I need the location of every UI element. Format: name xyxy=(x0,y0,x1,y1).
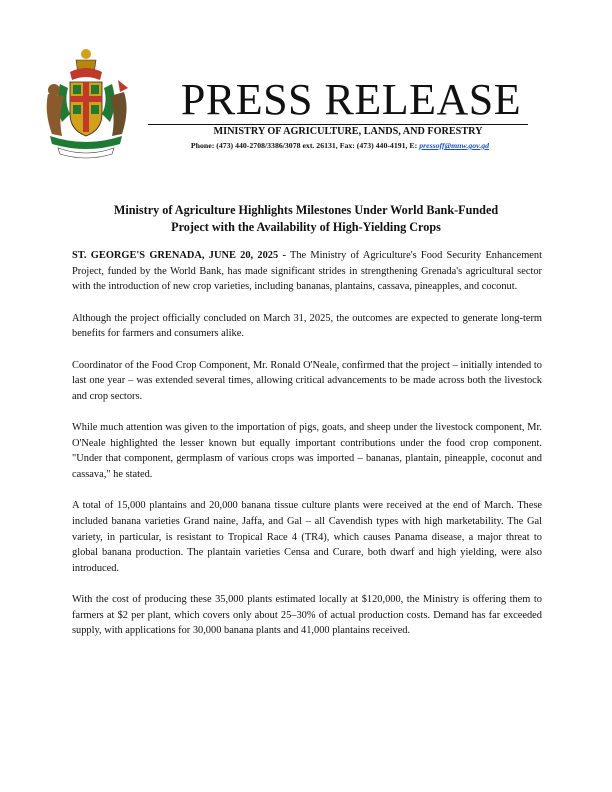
contact-phone-fax: Phone: (473) 440-2708/3386/3078 ext. 26131, Fax: (473) 440-4191, E: xyxy=(190,141,418,150)
paragraph-1 xyxy=(72,248,542,295)
ministry-name: MINISTRY OF AGRICULTURE, LANDS, AND FORESTRY xyxy=(213,126,483,137)
paragraph-5: A total of 15,000 plantains and 20,000 banana tissue culture plants were received at the end of March. These included banana varieties Grand naine, Jaffa, and Gal – all Cavendish types with high marketability. The Gal variety, in particular, is resistant to Tropical Race 4 (TR4), which causes Panama disease, a major threat to global banana production. The plantain varieties Censa and Curare, both dwarf and high yielding, were also introduced. xyxy=(72,500,542,574)
paragraph-4: While much attention was given to the importation of pigs, goats, and sheep under the livestock component, Mr. O'Neale highlighted the lesser known but equally important contributions under the food crop component. "Under that component, germplasm of various crops was imported – bananas, plantain, pineapple, coconut and cassava," he stated. xyxy=(72,422,542,480)
paragraph-3: Coordinator of the Food Crop Component, Mr. Ronald O'Neale, confirmed that the project – initially intended to last one year – was extended several times, allowing critical advancements to be made across both the livestock and crop sectors. xyxy=(72,359,542,402)
contact-line xyxy=(150,142,530,150)
email-link[interactable]: pressoff@mnw.gov.gd xyxy=(419,141,490,150)
header-divider xyxy=(148,124,528,125)
headline-line-1: Ministry of Agriculture Highlights Milestones Under World Bank-Funded xyxy=(113,203,499,217)
paragraph-6: With the cost of producing these 35,000 plants estimated locally at $120,000, the Ministry is offering them to farmers at $2 per plant, which covers only about 25–30% of actual production costs. Demand has far exceeded supply, with applications for 30,000 banana plants and 41,000 plantains received. xyxy=(72,594,542,637)
article-body xyxy=(72,248,542,655)
paragraph-2: Although the project officially concluded on March 31, 2025, the outcomes are expected to generate long-term benefits for farmers and consumers alike. xyxy=(72,312,542,340)
headline-line-2: Project with the Availability of High-Yielding Crops xyxy=(171,220,441,234)
paragraph-1-text: The Ministry of Agriculture's Food Security Enhancement Project, funded by the World Bank, has made significant strides in strengthening Grenada's agricultural sector with the introduction of new crop varieties, including bananas, plantains, cassava, pineapples, and coconut. xyxy=(72,250,542,293)
headline xyxy=(72,202,540,236)
page-title: PRESS RELEASE xyxy=(180,75,522,124)
dateline: ST. GEORGE'S GRENADA, JUNE 20, 2025 - xyxy=(72,250,286,261)
